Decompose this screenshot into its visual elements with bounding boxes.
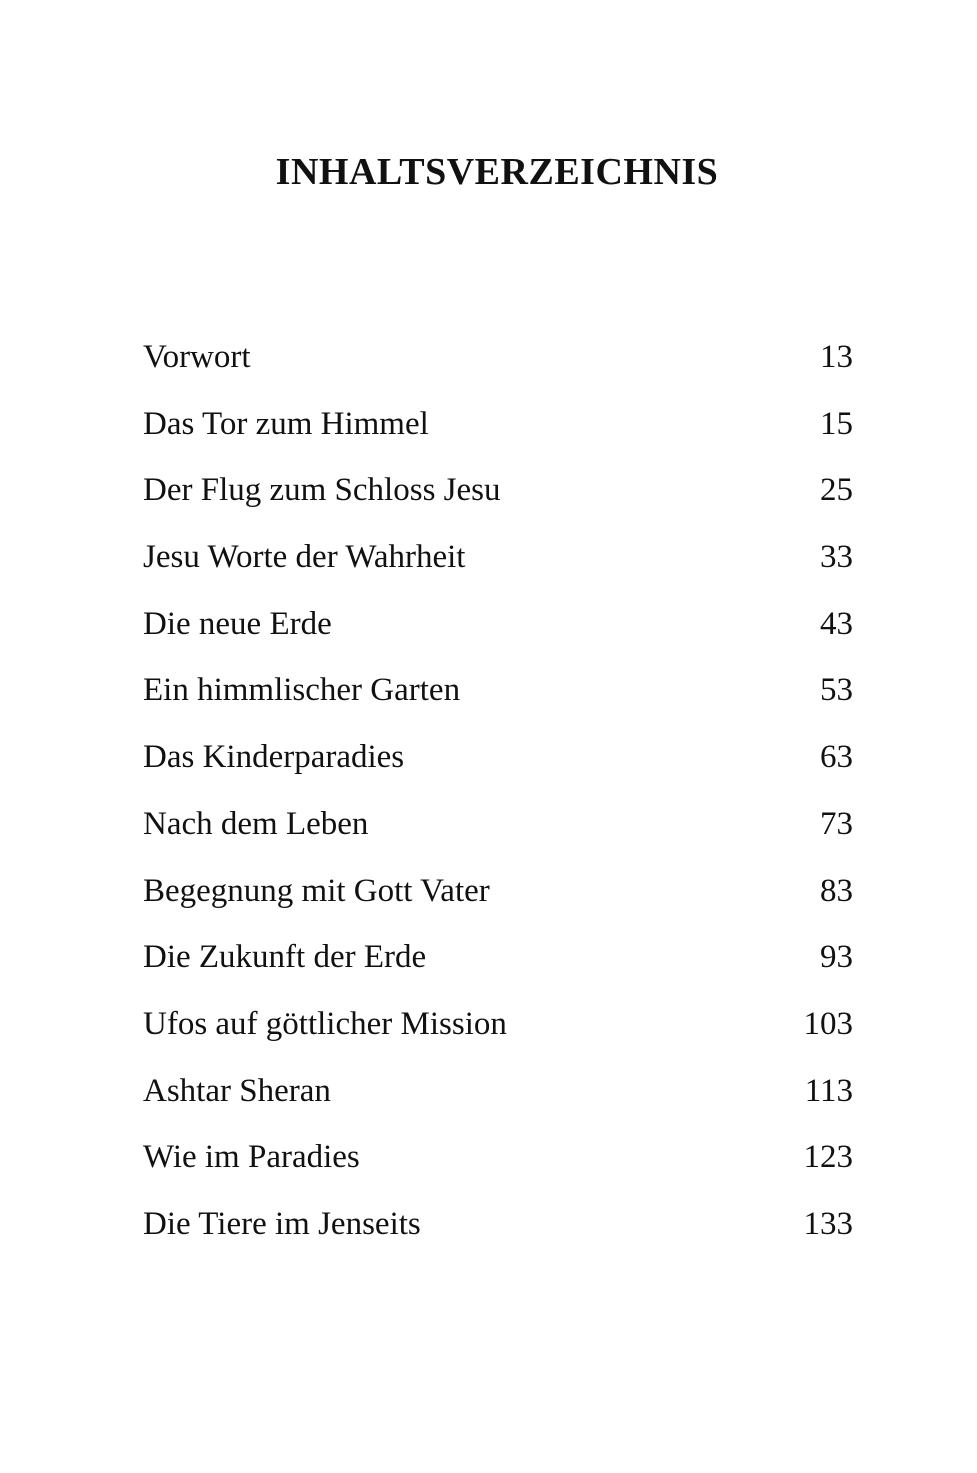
toc-entry-title: Nach dem Leben: [143, 805, 369, 842]
toc-entry-title: Die Zukunft der Erde: [143, 939, 427, 976]
toc-entry[interactable]: [143, 935, 853, 1002]
toc-entry-title: Jesu Worte der Wahrheit: [143, 539, 466, 576]
toc-entry-page-number: 113: [804, 1072, 853, 1109]
toc-entry-page-number: 33: [820, 539, 853, 576]
toc-entry[interactable]: [143, 802, 853, 869]
toc-entry-title: Das Kinderparadies: [143, 739, 405, 776]
toc-entry[interactable]: [143, 1002, 853, 1069]
toc-entry[interactable]: [143, 535, 853, 602]
toc-entry[interactable]: [143, 735, 853, 802]
toc-entry-page-number: 53: [820, 672, 853, 709]
toc-entry[interactable]: [143, 602, 853, 669]
toc-entry[interactable]: [143, 869, 853, 936]
toc-entry-page-number: 15: [820, 405, 853, 442]
table-of-contents: [143, 335, 853, 1269]
toc-entry-page-number: 123: [803, 1139, 853, 1176]
toc-entry-title: Die neue Erde: [143, 605, 332, 642]
toc-entry-page-number: 25: [820, 472, 853, 509]
toc-entry-page-number: 43: [820, 605, 853, 642]
toc-entry[interactable]: [143, 668, 853, 735]
toc-entry-page-number: 103: [803, 1005, 853, 1042]
toc-entry-title: Das Tor zum Himmel: [143, 405, 429, 442]
toc-entry-title: Der Flug zum Schloss Jesu: [143, 472, 501, 509]
toc-entry[interactable]: [143, 402, 853, 469]
toc-entry-title: Ufos auf göttlicher Mission: [143, 1005, 507, 1042]
toc-entry[interactable]: [143, 468, 853, 535]
toc-entry-title: Vorwort: [143, 339, 251, 375]
toc-entry-page-number: 63: [820, 739, 853, 776]
toc-entry-page-number: 73: [820, 805, 853, 842]
page-title: INHALTSVERZEICHNIS: [275, 151, 719, 193]
toc-entry-title: Wie im Paradies: [143, 1139, 360, 1176]
toc-entry-page-number: 13: [820, 339, 853, 375]
toc-entry-title: Begegnung mit Gott Vater: [143, 872, 490, 909]
toc-entry-title: Ein himmlischer Garten: [143, 672, 461, 709]
toc-entry-title: Ashtar Sheran: [143, 1072, 331, 1109]
toc-entry[interactable]: [143, 1202, 853, 1269]
toc-entry-page-number: 93: [820, 939, 853, 976]
toc-entry[interactable]: [143, 1069, 853, 1136]
toc-entry[interactable]: [143, 1135, 853, 1202]
toc-entry-title: Die Tiere im Jenseits: [143, 1205, 421, 1242]
toc-entry[interactable]: [143, 335, 853, 402]
toc-entry-page-number: 83: [820, 872, 853, 909]
toc-entry-page-number: 133: [803, 1205, 853, 1242]
